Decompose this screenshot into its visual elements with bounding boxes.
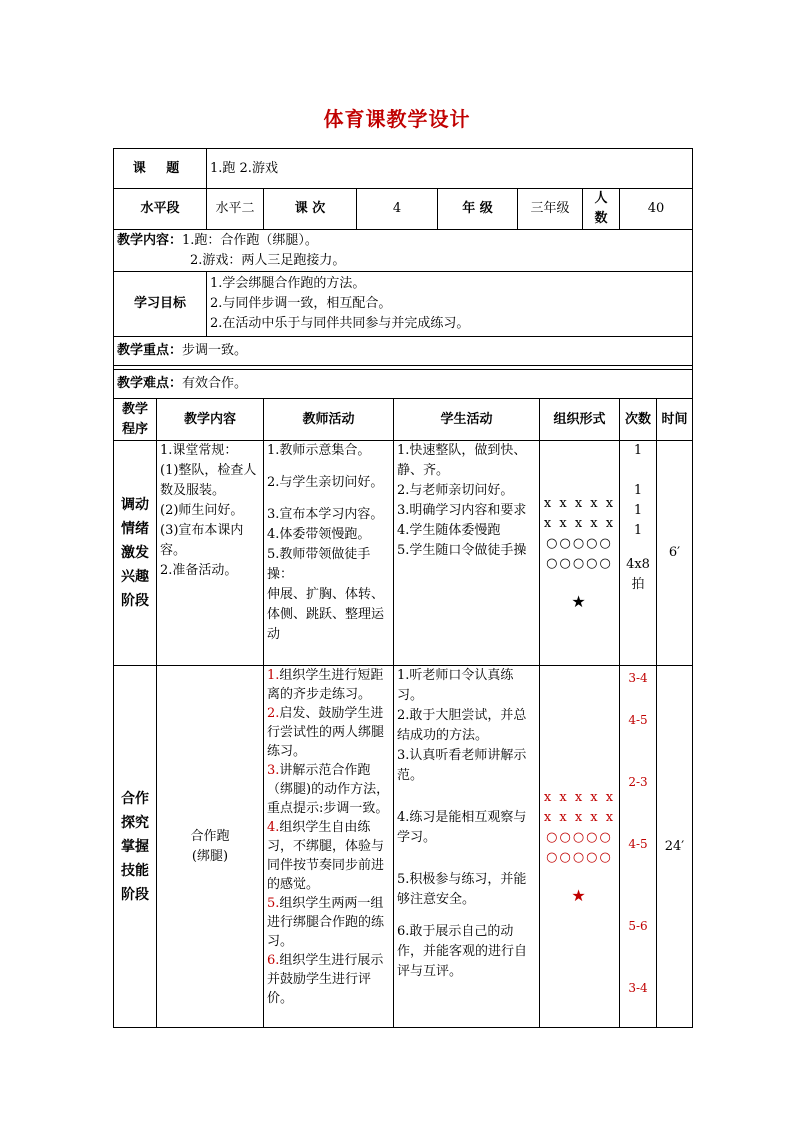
- key-point-value: 步调一致。: [182, 343, 248, 358]
- teacher-item: 4.体委带领慢跑。: [267, 527, 371, 542]
- stage1-duration: 6′: [657, 441, 693, 666]
- stage1-times: [620, 441, 657, 666]
- times-item: 1: [633, 503, 643, 518]
- stage2-row: [114, 666, 693, 1028]
- student-item: 5.学生随口令做徒手操: [397, 543, 527, 558]
- key-point-row: [114, 337, 693, 366]
- stage2-formation: [540, 666, 620, 1028]
- count-label: 人 数: [583, 189, 620, 230]
- topic-value: 1.跑 2.游戏: [207, 149, 693, 189]
- formation-row: x x x x x: [543, 809, 616, 825]
- content-item: (2)师生问好。: [160, 503, 244, 518]
- content-item: 1.课堂常规：: [160, 443, 238, 458]
- header-duration: 时间: [657, 399, 693, 441]
- teacher-item: 2.与学生亲切问好。: [267, 475, 384, 490]
- student-item: 4.练习是能相互观察与学习。: [397, 810, 527, 845]
- content-line-1: 1.跑：合作跑（绑腿）。: [182, 232, 318, 248]
- stage2-times: [620, 666, 657, 1028]
- objective-item: 2.与同伴步调一致，相互配合。: [210, 296, 392, 311]
- key-point-label: 教学重点：: [117, 343, 183, 358]
- student-item: 4.学生随体委慢跑: [397, 523, 501, 538]
- teacher-item: 2.启发、鼓励学生进行尝试性的两人绑腿练习。: [267, 706, 385, 759]
- header-procedure: 教学程序: [114, 399, 157, 441]
- formation-row: ○○○○○: [546, 849, 613, 865]
- content-label: 教学内容：: [117, 232, 183, 248]
- student-item: 2.与老师亲切问好。: [397, 483, 514, 498]
- level-value: 水平二: [207, 189, 264, 230]
- stage2-content: [157, 666, 264, 1028]
- student-item: 3.明确学习内容和要求: [397, 503, 527, 518]
- session-label: 课 次: [264, 189, 357, 230]
- objective-item: 2.在活动中乐于与同伴共同参与并完成练习。: [210, 316, 470, 331]
- objectives-list: [207, 272, 693, 337]
- difficulty-row: [114, 370, 693, 399]
- content-item: (3)宣布本课内容。: [160, 523, 244, 558]
- header-row: [114, 399, 693, 441]
- teaching-content: [114, 230, 693, 272]
- lesson-plan-table: [113, 148, 693, 1028]
- times-item: 4x8: [626, 557, 650, 572]
- formation-row: ○○○○○: [546, 536, 613, 551]
- teacher-item: 1.组织学生进行短距离的齐步走练习。: [267, 668, 384, 702]
- topic-row: [114, 149, 693, 189]
- page-title: 体育课教学设计: [323, 107, 471, 131]
- session-value: 4: [357, 189, 438, 230]
- teacher-item: 4.组织学生自由练习，不绑腿，体验与同伴按节奏同步前进的感觉。: [267, 820, 385, 892]
- times-item: 4-5: [628, 713, 648, 727]
- teacher-star-icon: ★: [571, 592, 588, 611]
- formation-row: ○○○○○: [546, 829, 613, 845]
- objectives-row: [114, 272, 693, 337]
- formation-row: x x x x x: [543, 789, 616, 805]
- stage1-row: [114, 441, 693, 666]
- teacher-item: 1.教师示意集合。: [267, 443, 371, 458]
- header-content: 教学内容: [157, 399, 264, 441]
- level-label: 水平段: [114, 189, 207, 230]
- difficulty-value: 有效合作。: [182, 376, 248, 391]
- stage1-student: [394, 441, 540, 666]
- stage2-teacher: [264, 666, 394, 1028]
- difficulty-label: 教学难点：: [117, 376, 183, 391]
- stage1-content: [157, 441, 264, 666]
- times-item: 1: [633, 483, 643, 498]
- times-item: 4-5: [628, 837, 648, 851]
- student-item: 1.快速整队，做到快、静、齐。: [397, 443, 527, 478]
- content-item: 2.准备活动。: [160, 563, 238, 578]
- teacher-item: 6.组织学生进行展示并鼓励学生进行评价。: [267, 953, 384, 1006]
- teacher-item: 伸展、扩胸、体转、体侧、跳跃、整理运动: [267, 587, 385, 642]
- stage2-duration: 24′: [657, 666, 693, 1028]
- times-item: 2-3: [628, 775, 648, 789]
- header-teacher: 教师活动: [264, 399, 394, 441]
- objectives-label: 学习目标: [114, 272, 207, 337]
- grade-label: 年 级: [438, 189, 518, 230]
- times-item: 3-4: [628, 981, 648, 995]
- header-organization: 组织形式: [540, 399, 620, 441]
- times-item: 3-4: [628, 671, 648, 685]
- stage2-procedure: 合作探究掌握技能阶段: [114, 666, 157, 1028]
- grade-value: 三年级: [518, 189, 583, 230]
- stage2-student: [394, 666, 540, 1028]
- times-item: 1: [633, 443, 643, 458]
- formation-row: ○○○○○: [546, 556, 613, 571]
- times-item: 拍: [631, 577, 645, 592]
- topic-label: 课 题: [114, 149, 207, 189]
- stage1-teacher: [264, 441, 394, 666]
- header-times: 次数: [620, 399, 657, 441]
- content-item: 合作跑: [190, 828, 230, 844]
- times-item: 1: [633, 523, 643, 538]
- student-item: 2.敢于大胆尝试，并总结成功的方法。: [397, 708, 527, 743]
- stage1-procedure: 调动情绪激发兴趣阶段: [114, 441, 157, 666]
- times-item: 5-6: [628, 919, 648, 933]
- teacher-star-icon: ★: [571, 885, 588, 905]
- student-item: 3.认真听看老师讲解示范。: [397, 748, 527, 783]
- header-student: 学生活动: [394, 399, 540, 441]
- formation-row: x x x x x: [543, 516, 616, 531]
- teacher-item: 3.宣布本学习内容。: [267, 507, 384, 522]
- student-item: 1.听老师口令认真练习。: [397, 668, 514, 703]
- content-item: (绑腿): [191, 848, 229, 864]
- formation-row: x x x x x: [543, 496, 616, 511]
- count-value: 40: [620, 189, 693, 230]
- teacher-item: 3.讲解示范合作跑（绑腿)的动作方法，重点提示:步调一致。: [267, 763, 390, 816]
- stage1-formation: [540, 441, 620, 666]
- content-line-2: 2.游戏：两人三足跑接力。: [190, 252, 346, 268]
- meta-row: [114, 189, 693, 230]
- content-item: (1)整队，检查人数及服装。: [160, 463, 257, 498]
- teacher-item: 5.教师带领做徒手操：: [267, 547, 371, 582]
- teacher-item: 5.组织学生两两一组进行绑腿合作跑的练习。: [267, 896, 385, 949]
- content-row: [114, 230, 693, 272]
- objective-item: 1.学会绑腿合作跑的方法。: [210, 276, 366, 291]
- student-item: 6.敢于展示自己的动作，并能客观的进行自评与互评。: [397, 924, 528, 979]
- student-item: 5.积极参与练习，并能够注意安全。: [397, 872, 527, 907]
